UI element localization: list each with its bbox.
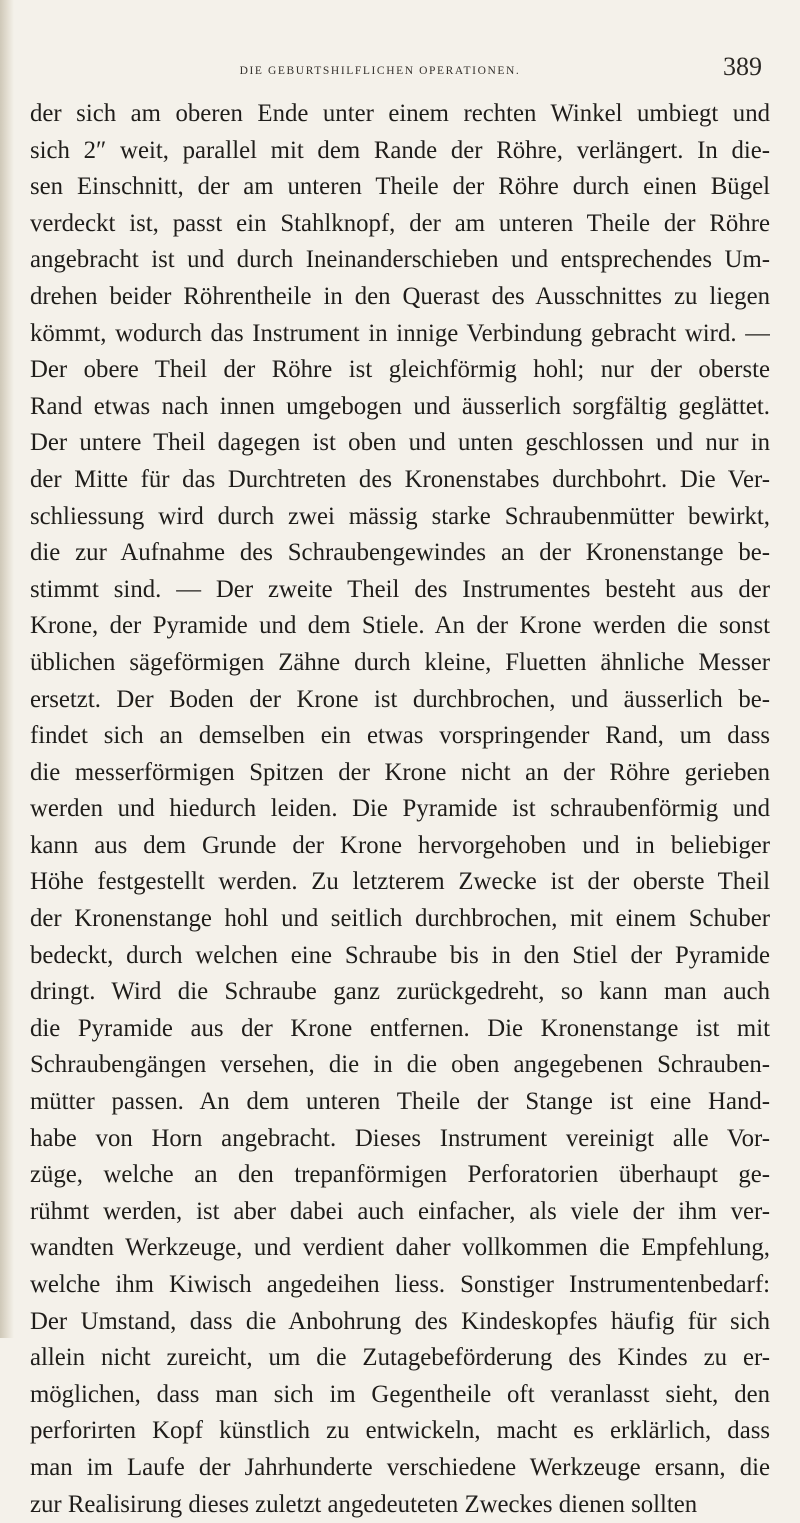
text-line: bedeckt, durch welchen eine Schraube bis in den Stiel der Pyramide — [30, 941, 770, 969]
text-line: die zur Aufnahme des Schraubengewindes an der Kronenstange be- — [30, 539, 770, 567]
text-line: verdeckt ist, passt ein Stahlknopf, der am unteren Theile der Röhre — [30, 209, 770, 237]
text-line: perforirten Kopf künstlich zu entwickeln, macht es erklärlich, dass — [30, 1417, 770, 1445]
page-header — [0, 50, 800, 90]
text-line: züge, welche an den trepanförmigen Perforatorien überhaupt ge- — [30, 1161, 770, 1189]
text-line: schliessung wird durch zwei mässig starke Schraubenmütter bewirkt, — [30, 502, 770, 530]
text-line: Höhe festgestellt werden. Zu letzterem Zwecke ist der oberste Theil — [30, 868, 770, 896]
text-line: möglichen, dass man sich im Gegentheile oft veranlasst sieht, den — [30, 1380, 770, 1408]
text-line: welche ihm Kiwisch angedeihen liess. Sonstiger Instrumentenbedarf: — [30, 1271, 770, 1298]
text-line: werden und hiedurch leiden. Die Pyramide ist schraubenförmig und — [30, 795, 770, 823]
text-line: kömmt, wodurch das Instrument in innige Verbindung gebracht wird. — — [30, 319, 770, 347]
text-line: wandten Werkzeuge, und verdient daher vollkommen die Empfehlung, — [30, 1234, 770, 1262]
text-line: rühmt werden, ist aber dabei auch einfacher, als viele der ihm ver- — [30, 1197, 770, 1225]
text-line: stimmt sind. — Der zweite Theil des Instrumentes besteht aus der — [30, 575, 770, 603]
text-line: habe von Horn angebracht. Dieses Instrument vereinigt alle Vor- — [30, 1124, 770, 1152]
body-text — [30, 96, 770, 1523]
text-line: der sich am oberen Ende unter einem rechten Winkel umbiegt und — [30, 100, 770, 127]
text-line: allein nicht zureicht, um die Zutagebeförderung des Kindes zu er- — [30, 1344, 770, 1372]
text-line: Der untere Theil dagegen ist oben und unten geschlossen und nur in — [30, 429, 770, 457]
text-line: man im Laufe der Jahrhunderte verschiedene Werkzeuge ersann, die — [30, 1453, 770, 1481]
text-line: zur Realisirung dieses zuletzt angedeuteten Zweckes dienen sollten — [30, 1490, 698, 1518]
text-line: sich 2″ weit, parallel mit dem Rande der Röhre, verlängert. In die- — [30, 136, 770, 164]
text-line: der Kronenstange hohl und seitlich durchbrochen, mit einem Schuber — [30, 905, 770, 933]
text-line: üblichen sägeförmigen Zähne durch kleine, Fluetten ähnliche Messer — [30, 648, 770, 676]
text-line: mütter passen. An dem unteren Theile der Stange ist eine Hand- — [30, 1088, 770, 1116]
text-line: Krone, der Pyramide und dem Stiele. An der Krone werden die sonst — [30, 612, 770, 640]
text-line: angebracht ist und durch Ineinanderschieben und entsprechendes Um- — [30, 246, 770, 274]
text-line: ersetzt. Der Boden der Krone ist durchbrochen, und äusserlich be- — [30, 685, 770, 713]
text-line: findet sich an demselben ein etwas vorspringender Rand, um dass — [30, 722, 770, 750]
text-line: sen Einschnitt, der am unteren Theile der Röhre durch einen Bügel — [30, 173, 770, 201]
text-line: drehen beider Röhrentheile in den Querast des Ausschnittes zu liegen — [30, 282, 770, 310]
text-line: der Mitte für das Durchtreten des Kronenstabes durchbohrt. Die Ver- — [30, 465, 770, 493]
text-line: dringt. Wird die Schraube ganz zurückgedreht, so kann man auch — [30, 978, 770, 1006]
page-number: 389 — [723, 52, 762, 81]
running-head: DIE GEBURTSHILFLICHEN OPERATIONEN. — [239, 65, 521, 77]
text-line: Rand etwas nach innen umgebogen und äusserlich sorgfältig geglättet. — [30, 392, 770, 420]
page-binding-edge — [0, 0, 14, 1338]
text-line: die Pyramide aus der Krone entfernen. Die Kronenstange ist mit — [30, 1014, 770, 1042]
text-line: Der obere Theil der Röhre ist gleichförmig hohl; nur der oberste — [30, 356, 770, 384]
text-line: kann aus dem Grunde der Krone hervorgehoben und in beliebiger — [30, 831, 770, 859]
text-line: Schraubengängen versehen, die in die oben angegebenen Schrauben- — [30, 1051, 770, 1079]
text-line: Der Umstand, dass die Anbohrung des Kindeskopfes häufig für sich — [30, 1307, 770, 1335]
text-line: die messerförmigen Spitzen der Krone nicht an der Röhre gerieben — [30, 758, 770, 786]
